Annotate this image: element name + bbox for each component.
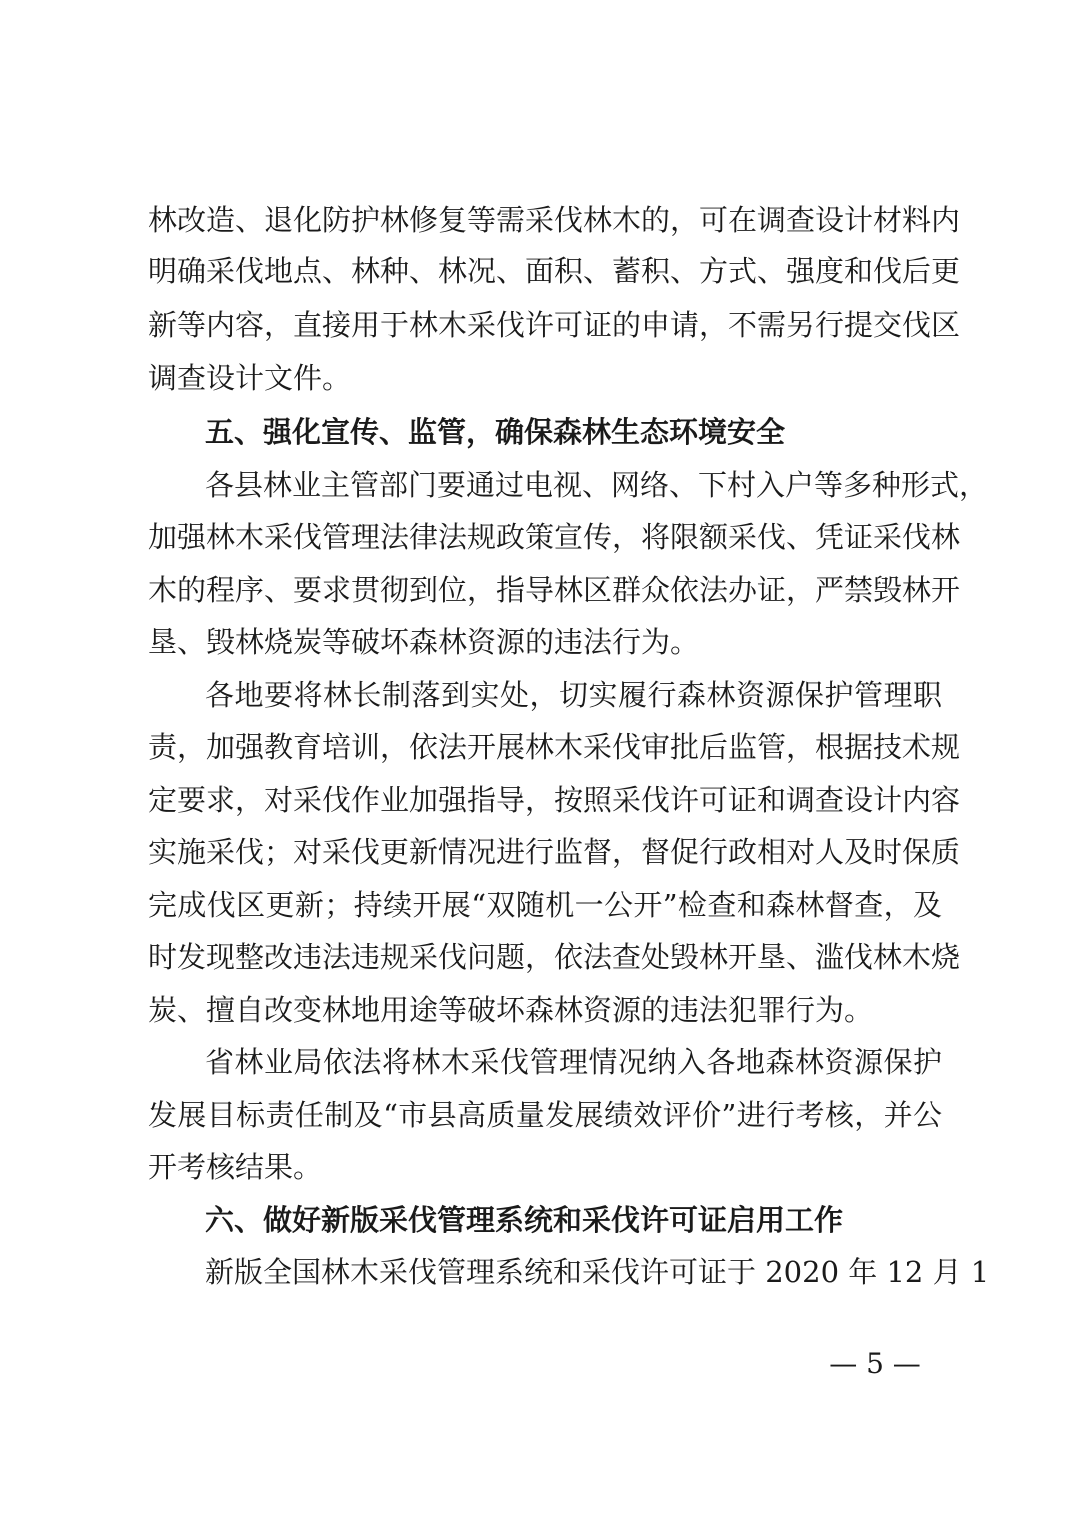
paragraph-line: 各县林业主管部门要通过电视、网络、下村入户等多种形式， (205, 468, 989, 502)
paragraph-line: 垦、毁林烧炭等破坏森林资源的违法行为。 (148, 625, 700, 659)
paragraph-line: 新等内容，直接用于林木采伐许可证的申请，不需另行提交伐区 (148, 308, 961, 342)
paragraph-line: 时发现整改违法违规采伐问题，依法查处毁林开垦、滥伐林木烧 (148, 940, 961, 974)
paragraph-line: 林改造、退化防护林修复等需采伐林木的，可在调查设计材料内 (148, 203, 961, 237)
page-number: — 5 — (829, 1347, 921, 1380)
paragraph-line: 责，加强教育培训，依法开展林木采伐审批后监管，根据技术规 (148, 730, 961, 764)
paragraph-line: 木的程序、要求贯彻到位，指导林区群众依法办证，严禁毁林开 (148, 573, 961, 607)
paragraph-line: 加强林木采伐管理法律法规政策宣传，将限额采伐、凭证采伐林 (148, 520, 961, 554)
paragraph-line: 明确采伐地点、林种、林况、面积、蓄积、方式、强度和伐后更 (148, 254, 961, 288)
paragraph-line: 省林业局依法将林木采伐管理情况纳入各地森林资源保护 (205, 1045, 942, 1079)
paragraph-line: 完成伐区更新；持续开展“双随机一公开”检查和森林督查，及 (148, 888, 942, 922)
paragraph-line: 各地要将林长制落到实处，切实履行森林资源保护管理职 (205, 678, 942, 712)
paragraph-line: 调查设计文件。 (148, 361, 352, 395)
paragraph-line: 炭、擅自改变林地用途等破坏森林资源的违法犯罪行为。 (148, 993, 874, 1027)
section-heading-5: 五、强化宣传、监管，确保森林生态环境安全 (205, 415, 786, 449)
paragraph-line: 定要求，对采伐作业加强指导，按照采伐许可证和调查设计内容 (148, 783, 961, 817)
paragraph-line: 开考核结果。 (148, 1150, 323, 1184)
paragraph-line: 新版全国林木采伐管理系统和采伐许可证于 2020 年 12 月 1 (205, 1255, 990, 1289)
paragraph-line: 实施采伐；对采伐更新情况进行监督，督促行政相对人及时保质 (148, 835, 961, 869)
paragraph-line: 发展目标责任制及“市县高质量发展绩效评价”进行考核，并公 (148, 1098, 942, 1132)
section-heading-6: 六、做好新版采伐管理系统和采伐许可证启用工作 (205, 1203, 844, 1237)
